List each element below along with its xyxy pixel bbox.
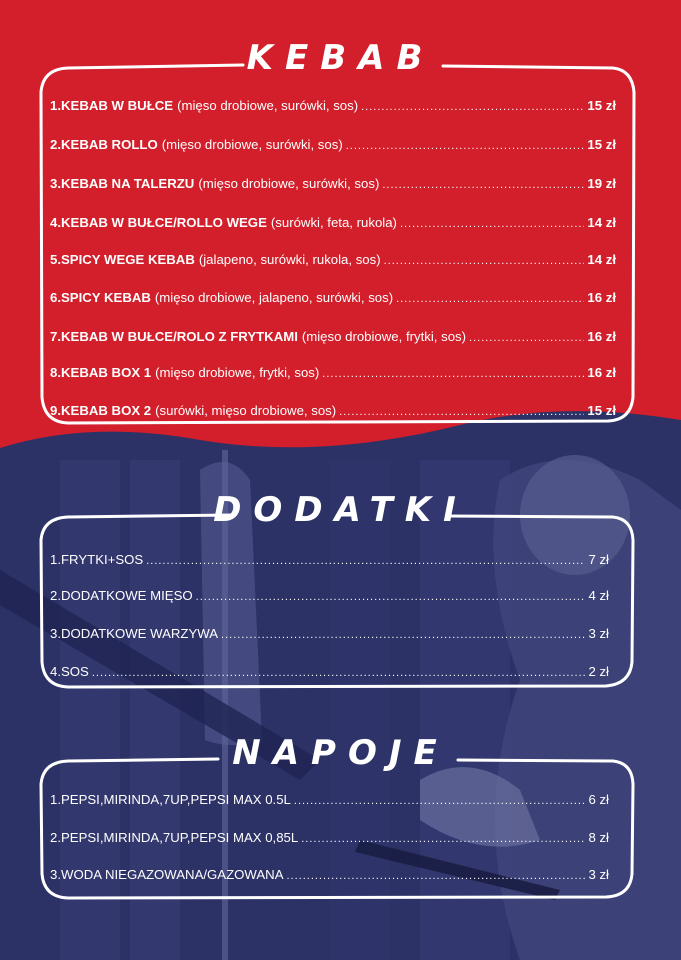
kebab-section-title: KEBAB bbox=[246, 38, 435, 78]
item-desc: (mięso drobiowe, surówki, sos) bbox=[161, 137, 343, 152]
item-desc: (surówki, feta, rukola) bbox=[270, 215, 397, 230]
item-price: 15 zł bbox=[587, 137, 616, 152]
dot-leader bbox=[361, 101, 584, 113]
item-price: 6 zł bbox=[588, 792, 609, 807]
dot-leader bbox=[339, 406, 584, 418]
dot-leader bbox=[322, 368, 584, 380]
dot-leader bbox=[294, 795, 586, 807]
dodatki-section-title: DODATKI bbox=[213, 490, 468, 530]
dot-leader bbox=[469, 332, 584, 344]
item-desc: (mięso drobiowe, surówki, sos) bbox=[177, 98, 359, 113]
item-price: 2 zł bbox=[588, 664, 609, 679]
dot-leader bbox=[221, 629, 585, 641]
napoje-section-title: NAPOJE bbox=[232, 733, 449, 773]
item-desc: (mięso drobiowe, surówki, sos) bbox=[198, 176, 380, 191]
item-price: 16 zł bbox=[587, 365, 616, 380]
item-name: 2.PEPSI,MIRINDA,7UP,PEPSI MAX 0,85L bbox=[50, 830, 299, 845]
item-desc: (surówki, mięso drobiowe, sos) bbox=[155, 403, 337, 418]
item-desc: (mięso drobiowe, jalapeno, surówki, sos) bbox=[154, 290, 394, 305]
dot-leader bbox=[301, 833, 585, 845]
item-name: 3.KEBAB NA TALERZU bbox=[50, 176, 195, 191]
dot-leader bbox=[92, 667, 586, 679]
item-name: 3.WODA NIEGAZOWANA/GAZOWANA bbox=[50, 867, 284, 882]
item-price: 4 zł bbox=[588, 588, 609, 603]
dot-leader bbox=[346, 140, 585, 152]
item-price: 14 zł bbox=[587, 252, 616, 267]
item-price: 16 zł bbox=[587, 329, 616, 344]
item-name: 9.KEBAB BOX 2 bbox=[50, 403, 152, 418]
item-price: 15 zł bbox=[587, 98, 616, 113]
item-name: 7.KEBAB W BUŁCE/ROLO Z FRYTKAMI bbox=[50, 329, 298, 344]
item-name: 8.KEBAB BOX 1 bbox=[50, 365, 152, 380]
item-price: 14 zł bbox=[587, 215, 616, 230]
item-name: 4.KEBAB W BUŁCE/ROLLO WEGE bbox=[50, 215, 267, 230]
item-price: 3 zł bbox=[588, 867, 609, 882]
item-name: 2.KEBAB ROLLO bbox=[50, 137, 158, 152]
item-price: 15 zł bbox=[587, 403, 616, 418]
item-desc: (jalapeno, surówki, rukola, sos) bbox=[198, 252, 381, 267]
dot-leader bbox=[382, 179, 584, 191]
item-desc: (mięso drobiowe, frytki, sos) bbox=[155, 365, 320, 380]
item-name: 5.SPICY WEGE KEBAB bbox=[50, 252, 195, 267]
item-desc: (mięso drobiowe, frytki, sos) bbox=[301, 329, 467, 344]
dot-leader bbox=[384, 255, 585, 267]
item-name: 6.SPICY KEBAB bbox=[50, 290, 151, 305]
dot-leader bbox=[286, 870, 585, 882]
item-price: 19 zł bbox=[587, 176, 616, 191]
item-name: 1.KEBAB W BUŁCE bbox=[50, 98, 174, 113]
item-price: 16 zł bbox=[587, 290, 616, 305]
dot-leader bbox=[196, 591, 586, 603]
dot-leader bbox=[396, 293, 584, 305]
item-price: 3 zł bbox=[588, 626, 609, 641]
item-name: 3.DODATKOWE WARZYWA bbox=[50, 626, 219, 641]
item-name: 2.DODATKOWE MIĘSO bbox=[50, 588, 193, 603]
dot-leader bbox=[400, 218, 584, 230]
item-name: 1.PEPSI,MIRINDA,7UP,PEPSI MAX 0.5L bbox=[50, 792, 291, 807]
item-price: 8 zł bbox=[588, 830, 609, 845]
item-name: 1.FRYTKI+SOS bbox=[50, 552, 144, 567]
dot-leader bbox=[146, 555, 585, 567]
item-price: 7 zł bbox=[588, 552, 609, 567]
item-name: 4.SOS bbox=[50, 664, 89, 679]
